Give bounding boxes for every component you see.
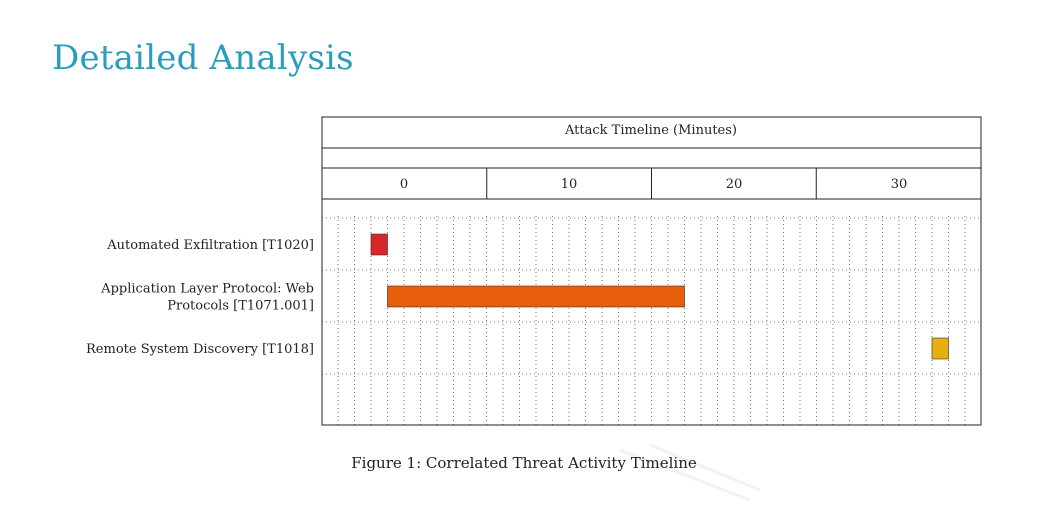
figure-caption: Figure 1: Correlated Threat Activity Timeline <box>351 454 697 472</box>
x-tick-label: 30 <box>890 177 908 192</box>
labels-layer <box>86 238 314 357</box>
grid-layer <box>322 216 981 425</box>
x-tick-label: 20 <box>725 177 743 192</box>
task-bar <box>932 338 949 359</box>
bars-layer <box>371 234 949 359</box>
task-bar <box>371 234 388 255</box>
x-tick-label: 10 <box>560 177 578 192</box>
x-tick-label: 0 <box>399 177 409 192</box>
chart-title: Attack Timeline (Minutes) <box>565 123 737 138</box>
chart-frame <box>322 117 981 425</box>
task-label: Automated Exfiltration [T1020] <box>107 238 314 253</box>
task-label: Remote System Discovery [T1018] <box>86 342 314 357</box>
task-label: Application Layer Protocol: Web Protocols [T1071.001] <box>101 281 314 314</box>
ticks-layer <box>400 168 907 199</box>
task-bar <box>388 286 685 307</box>
section-heading: Detailed Analysis <box>52 38 354 78</box>
watermark <box>610 440 760 510</box>
